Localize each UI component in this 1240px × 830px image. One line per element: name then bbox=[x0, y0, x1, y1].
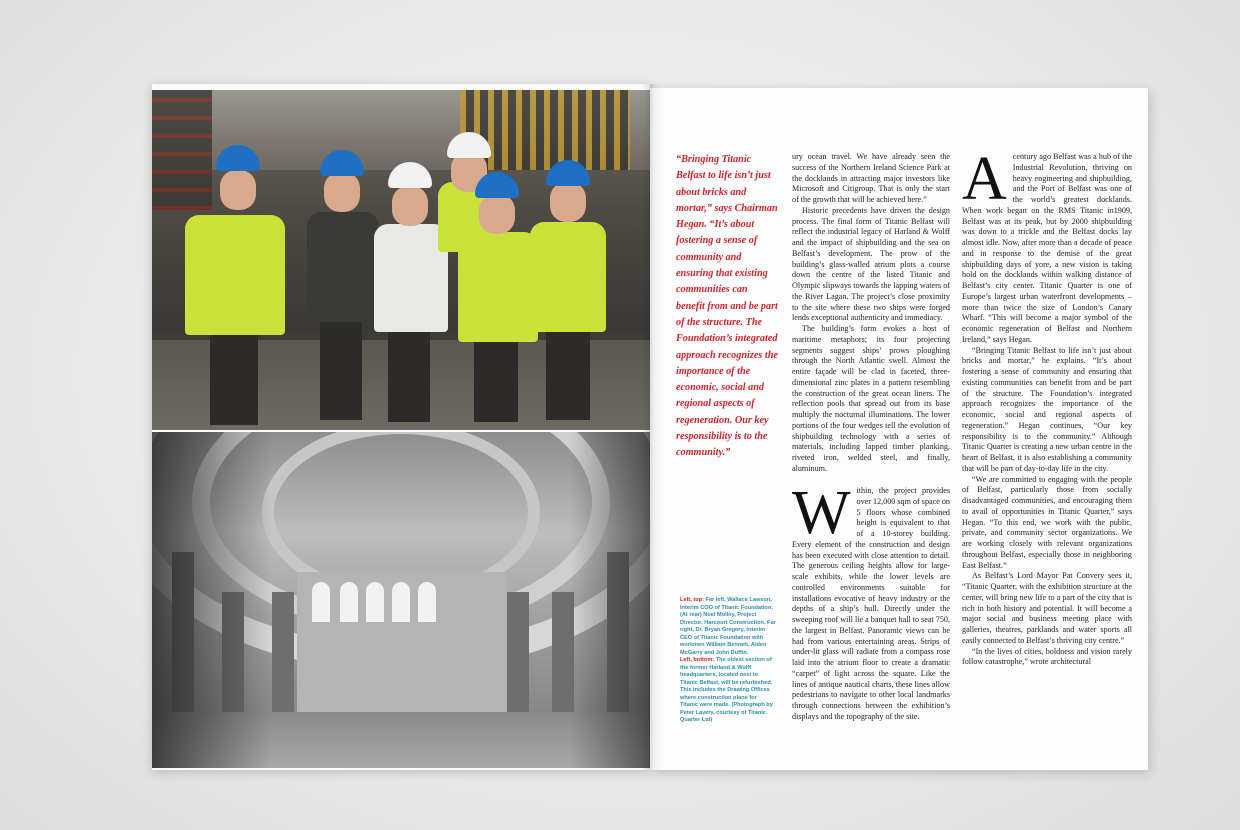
column bbox=[507, 592, 529, 722]
body-column-2 bbox=[962, 145, 1132, 668]
body-paragraph bbox=[792, 479, 950, 723]
body-paragraph bbox=[962, 145, 1132, 346]
column bbox=[272, 592, 294, 722]
body-paragraph: ury ocean travel. We have already seen the success of the Northern Ireland Science Park at the docklands in attracting major investors like Microsoft and Citigroup. That is only the start of the growth that will be achieved here.” bbox=[792, 152, 950, 204]
paragraph-text: ithin, the project provides over 12,000 sqm of space on 5 floors whose combined height is equivalent to that of a 10-storey building. Every element of the construction and design has been executed with close attention to detail. The generous ceiling heights allow for large-scale exhibits, while the lower levels are controlled environments suitable for installations evocative of heavy industry or the depths of a ship’s hull. Directly under the sweeping roof will lie a banquet hall to seat 750, the largest in Belfast. Panoramic views can be had from various entertaining areas. Strips of under-lit glass will radiate from a compass rose laid into the atrium floor to create a dramatic “carpet” of light across the square. Like the lines of antique nautical charts, these lines allow pedestrians to navigate to other local landmarks through connections between the exhibition’s displays and the topography of the site. bbox=[792, 486, 950, 721]
body-paragraph: As Belfast’s Lord Mayor Pat Convery sees it, “Titanic Quarter, with the exhibition structure at the center, will bring new life to a part of the city that is rich in both history and potential. It will become a major social and business meeting place with galleries, theatres, parklands and water sports all easily connected to Belfast’s thriving city centre.” bbox=[962, 571, 1132, 645]
drawing-office-photo bbox=[152, 432, 650, 768]
arched-window bbox=[366, 582, 384, 622]
photo-caption bbox=[680, 597, 776, 725]
worker-figure bbox=[524, 160, 612, 420]
arched-window bbox=[340, 582, 358, 622]
shadow-overlay bbox=[152, 432, 272, 768]
body-paragraph: Historic precedents have driven the design process. The final form of Titanic Belfast will reflect the industrial legacy of Harland & Wolff and the impact of shipbuilding and the sea on Belfast’s development. The prow of the building’s glass-walled atrium plots a course down the centre of the listed Titanic and Olympic slipways towards the lapping waters of the River Lagan. The project’s close proximity to the site where these two ships were forged lends exceptional authenticity and immediacy. bbox=[792, 205, 950, 323]
caption-text-bottom: The oldest section of the former Harland & Wolff headquarters, located next to Titanic Belfast, will be refurbished. This includes the Drawing Offices where construction plans for Titanic were made. (Photograph by Peter Lavery, courtesy of Titanic Quarter Ltd) bbox=[680, 657, 773, 723]
caption-text-top: Far left, Wallace Lawson, Interim COO of Titanic Foundation. (At rear) Noel Molloy, Project Director, Harcourt Construction. Far right, Dr. Bryan Gregory, Interim CEO of Titanic Foundation with workmen William Bennett, Aiden McGarry and John Duffin. bbox=[680, 597, 776, 656]
arched-window bbox=[418, 582, 436, 622]
body-column-1-top bbox=[792, 152, 950, 475]
body-paragraph: “Bringing Titanic Belfast to life isn’t just about bricks and mortar,” he explains. “It’s about fostering a sense of community and ensuring that existing communities can benefit from and be part of the structure. The Foundation’s integrated approach recognizes the importance of the economic, social and regional aspects of regeneration.” Hegan continues, “Our key responsibility is to the community.” Although Titanic Quarter is creating a new urban centre in the heart of Belfast, it is also establishing a community that will be part of day-to-day life in the city. bbox=[962, 345, 1132, 473]
worker-figure bbox=[180, 145, 290, 425]
paragraph-text: century ago Belfast was a hub of the Industrial Revolution, thriving on heavy engineering and shipbuilding, and the Port of Belfast was one of the world’s greatest docklands. When work began on the RMS Titanic in1909, Belfast was at its peak, but by 2000 shipbuilding was down to a trickle and the Belfast docks lay almost idle. Now, after more than a decade of peace and in response to the demise of the great shipbuilding days of yore, a new vision is taking hold on the docklands within walking distance of Belfast’s city center. Titanic Quarter is one of Europe’s largest urban waterfront developments – more than twice the size of London’s Canary Wharf. “This will become a major symbol of the economic regeneration of Belfast and Northern Ireland,” says Hegan. bbox=[962, 152, 1132, 344]
arched-window bbox=[312, 582, 330, 622]
pull-quote: “Bringing Titanic Belfast to life isn’t just about bricks and mortar,” says Chairman Hegan. “It’s about fostering a sense of community and ensuring that existing communities can benefit from and be part of the structure. The Foundation’s integrated approach recognizes the importance of the economic, social and regional aspects of regeneration. Our key responsibility is to the community.” bbox=[676, 154, 778, 459]
caption-label-bottom: Left, bottom: bbox=[680, 657, 715, 663]
arched-window bbox=[392, 582, 410, 622]
drop-cap: A bbox=[962, 145, 1007, 213]
spine-shadow bbox=[642, 84, 662, 770]
body-paragraph: “In the lives of cities, boldness and vision rarely follow catastrophe,” wrote architectural bbox=[962, 646, 1132, 667]
workers-photo bbox=[152, 90, 650, 430]
drop-cap: W bbox=[792, 479, 851, 547]
caption-label-top: Left, top: bbox=[680, 597, 704, 603]
body-paragraph: The building’s form evokes a host of maritime metaphors; its four projecting segments suggest ships’ prows ploughing through the North Atlantic swell. Almost the entire façade will be clad in faceted, three-dimensional zinc plates in a pattern resembling the construction of the great ocean liners. The reflection pools that spread out from its base multiply the nocturnal illuminations. The lower portions of the four wedges tell the evolution of shipbuilding technology with a series of materials, including lapped timber planking, riveted iron, welded steel, and finally, aluminum. bbox=[792, 324, 950, 473]
body-column-1-bottom bbox=[792, 479, 950, 723]
body-paragraph: “We are committed to engaging with the people of Belfast, particularly those from socially disadvantaged communities, and encouraging them to avail of opportunities in Titanic Quarter,” says Hegan. “To this end, we work with the public, private, and community sector organizations. We are working closely with relevant organizations throughout Belfast, especially those in neighboring East Belfast.” bbox=[962, 474, 1132, 570]
shadow-overlay bbox=[570, 432, 650, 768]
